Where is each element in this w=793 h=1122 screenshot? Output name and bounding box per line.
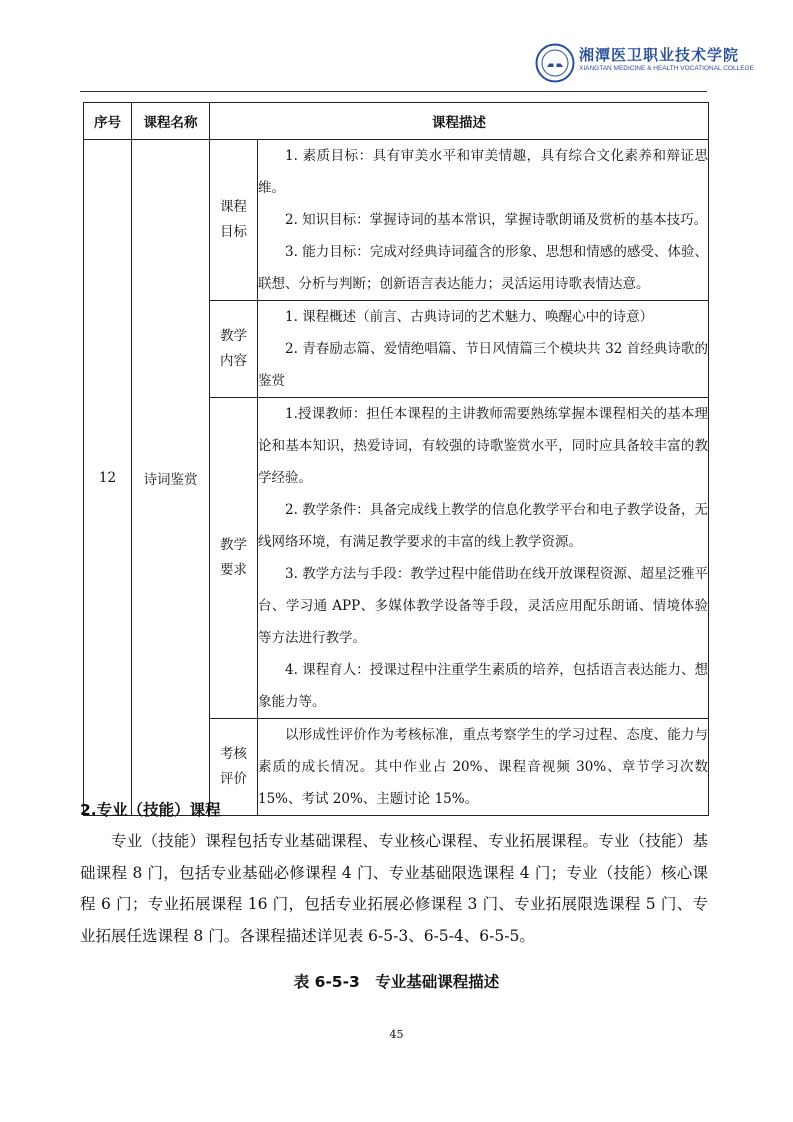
header-index: 序号 [84,103,132,140]
college-logo-icon [535,43,575,83]
content-item: 2. 青春励志篇、爱情绝唱篇、节日风情篇三个模块共 32 首经典诗歌的鉴赏 [258,341,708,389]
table-header-row [84,103,709,140]
section-goals-content [258,140,709,301]
requirement-item: 1.授课教师：担任本课程的主讲教师需要熟练掌握本课程相关的基本理论和基本知识，热爱诗词，有较强的诗歌鉴赏水平，同时应具备较丰富的教学经验。 [258,406,708,486]
section-label-content: 教学 内容 [210,301,258,398]
header-course-name: 课程名称 [132,103,210,140]
section-paragraph: 专业（技能）课程包括专业基础课程、专业核心课程、专业拓展课程。专业（技能）基础课程 8 门，包括专业基础必修课程 4 门、专业基础限选课程 4 门；专业（技能）核心课程 6 门；专业拓展课程 16 门，包括专业拓展必修课程 3 门、专业拓展限选课程 5 门、专业拓展任选课程 8 门。各课程描述详见表 6-5-3、6-5-4、6-5-5。 [80,832,708,945]
content-item: 1. 课程概述（前言、古典诗词的艺术魅力、唤醒心中的诗意） [285,309,654,325]
goal-item: 1. 素质目标：具有审美水平和审美情趣，具有综合文化素养和辩证思维。 [258,148,708,196]
requirement-item: 4. 课程育人：授课过程中注重学生素质的培养，包括语言表达能力、想象能力等。 [258,662,708,710]
section-label-requirements: 教学 要求 [210,398,258,719]
requirement-item: 3. 教学方法与手段：教学过程中能借助在线开放课程资源、超星泛雅平台、学习通 APP、多媒体教学设备等手段，灵活应用配乐朗诵、情境体验等方法进行教学。 [258,566,708,646]
header-course-description: 课程描述 [210,103,709,140]
section-content-content [258,301,709,398]
table-row [84,140,709,301]
goal-item: 2. 知识目标：掌握诗词的基本常识，掌握诗歌朗诵及赏析的基本技巧。 [285,212,708,228]
school-name-cn: 湘潭医卫职业技术学院 [579,46,740,64]
goal-item: 3. 能力目标：完成对经典诗词蕴含的形象、思想和情感的感受、体验、联想、分析与判断；创新语言表达能力；灵活运用诗歌表情达意。 [258,244,708,292]
school-name-en: XIANGTAN MEDICINE & HEALTH VOCATIONAL COLLEGE [579,65,754,72]
requirement-item: 2. 教学条件：具备完成线上教学的信息化教学平台和电子教学设备，无线网络环境，有满足教学要求的丰富的线上教学资源。 [258,502,708,550]
section-label-assessment: 考核 评价 [210,719,258,816]
header-divider [80,91,707,92]
row-course-name: 诗词鉴赏 [132,140,210,816]
section-assessment-content [258,719,709,816]
page-header [535,40,754,86]
section-requirements-content [258,398,709,719]
section-title: 2.专业（技能）课程 [80,801,221,819]
section-label-goals: 课程 目标 [210,140,258,301]
page-number: 45 [389,1028,404,1041]
assessment-item: 以形成性评价作为考核标准，重点考察学生的学习过程、态度、能力与素质的成长情况。其中作业占 20%、课程音视频 30%、章节学习次数 15%、考试 20%、主题讨论 15%。 [258,727,708,807]
course-description-table [83,102,709,816]
row-index: 12 [84,140,132,816]
table-caption: 表 6-5-3 专业基础课程描述 [293,973,500,991]
